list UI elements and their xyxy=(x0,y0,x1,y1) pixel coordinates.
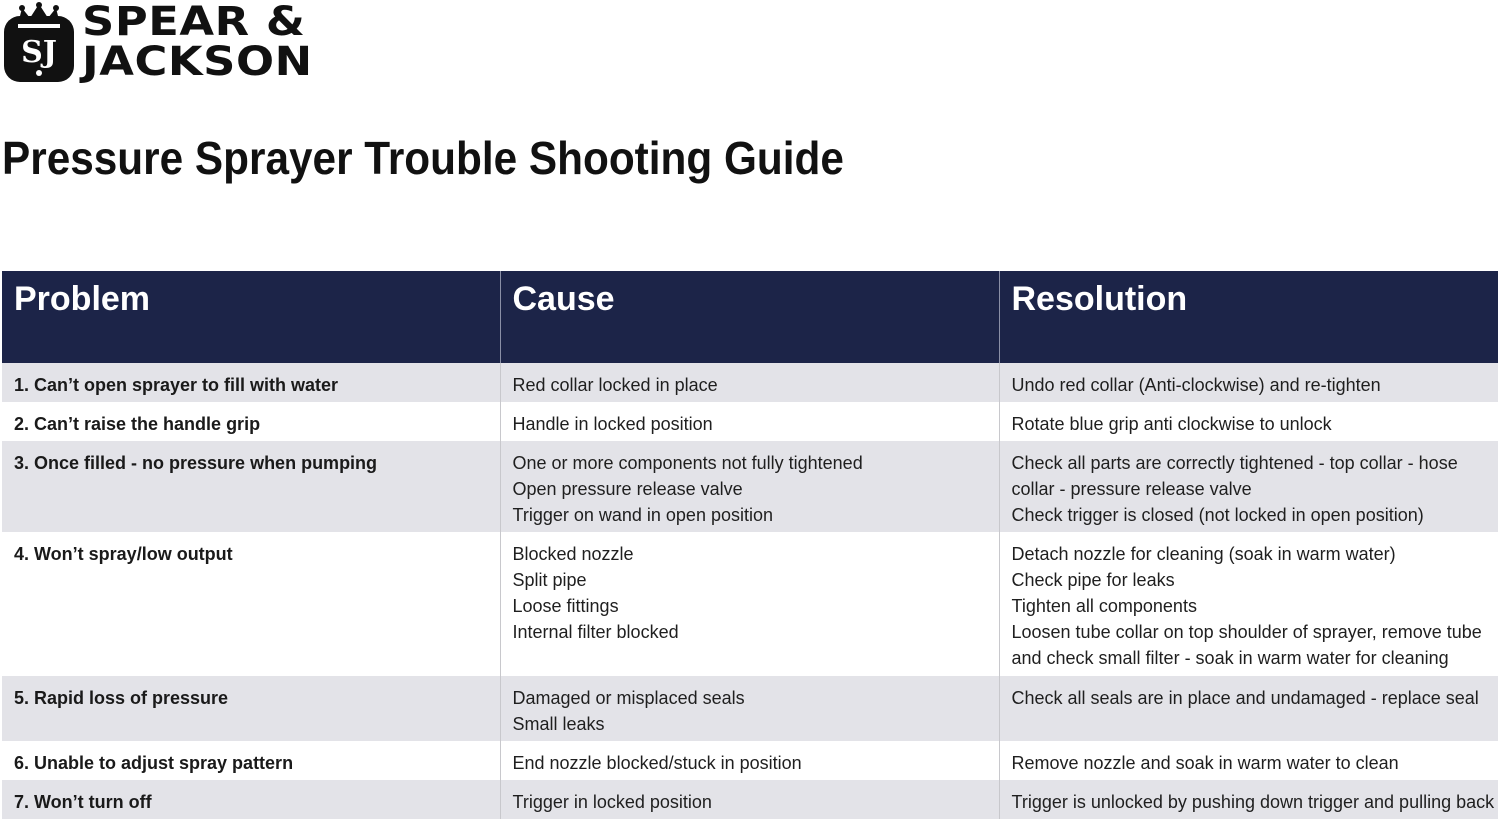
cause-cell xyxy=(500,780,999,819)
cause-cell xyxy=(500,741,999,780)
problem-cell: 3. Once filled - no pressure when pumping xyxy=(2,441,500,532)
resolution-line: Undo red collar (Anti-clockwise) and re-tighten xyxy=(1011,375,1381,395)
header-resolution: Resolution xyxy=(999,271,1498,363)
problem-cell: 5. Rapid loss of pressure xyxy=(2,676,500,741)
resolution-line: Tighten all components xyxy=(1011,596,1197,616)
cause-cell xyxy=(500,676,999,741)
crown-shield-icon xyxy=(2,2,76,84)
resolution-cell xyxy=(999,676,1498,741)
cause-line: End nozzle blocked/stuck in position xyxy=(512,753,802,773)
badge-letters: SJ xyxy=(21,35,57,70)
resolution-line: Check all parts are correctly tightened - top collar - hose collar - pressure release valve xyxy=(1011,453,1458,499)
resolution-cell xyxy=(999,780,1498,819)
problem-cell: 2. Can’t raise the handle grip xyxy=(2,402,500,441)
resolution-cell xyxy=(999,363,1498,402)
problem-cell: 7. Won’t turn off xyxy=(2,780,500,819)
resolution-cell xyxy=(999,532,1498,676)
cause-line: Red collar locked in place xyxy=(512,375,718,395)
resolution-line: Rotate blue grip anti clockwise to unlock xyxy=(1011,414,1332,434)
cause-line: Internal filter blocked xyxy=(512,622,679,642)
cause-cell xyxy=(500,402,999,441)
page-title: Pressure Sprayer Trouble Shooting Guide xyxy=(2,132,844,184)
cause-line: Open pressure release valve xyxy=(512,479,743,499)
table-row xyxy=(2,441,1498,532)
table-row xyxy=(2,532,1498,676)
table-row xyxy=(2,741,1498,780)
cause-cell xyxy=(500,363,999,402)
cause-line: Split pipe xyxy=(512,570,587,590)
resolution-line: Loosen tube collar on top shoulder of sprayer, remove tube and check small filter - soak in warm water for cleaning xyxy=(1011,622,1482,668)
cause-line: Blocked nozzle xyxy=(512,544,634,564)
cause-line: One or more components not fully tightened xyxy=(512,453,863,473)
resolution-cell xyxy=(999,441,1498,532)
resolution-line: Check all seals are in place and undamaged - replace seal xyxy=(1011,688,1479,708)
brand-name-line1: SPEAR & xyxy=(82,0,306,45)
problem-cell: 4. Won’t spray/low output xyxy=(2,532,500,676)
resolution-line: Detach nozzle for cleaning (soak in warm water) xyxy=(1011,544,1396,564)
cause-line: Handle in locked position xyxy=(512,414,713,434)
cause-line: Loose fittings xyxy=(512,596,619,616)
table-row xyxy=(2,780,1498,819)
cause-line: Damaged or misplaced seals xyxy=(512,688,745,708)
resolution-line: Check pipe for leaks xyxy=(1011,570,1175,590)
cause-line: Trigger in locked position xyxy=(512,792,712,812)
resolution-line: Trigger is unlocked by pushing down trigger and pulling back xyxy=(1011,792,1495,812)
problem-cell: 6. Unable to adjust spray pattern xyxy=(2,741,500,780)
table-row xyxy=(2,676,1498,741)
problem-cell: 1. Can’t open sprayer to fill with water xyxy=(2,363,500,402)
cause-line: Small leaks xyxy=(512,714,605,734)
resolution-line: Remove nozzle and soak in warm water to clean xyxy=(1011,753,1399,773)
resolution-cell xyxy=(999,741,1498,780)
header-cause: Cause xyxy=(500,271,999,363)
troubleshooting-table xyxy=(2,271,1498,819)
resolution-cell xyxy=(999,402,1498,441)
table-row xyxy=(2,363,1498,402)
brand-name-line2: JACKSON xyxy=(82,39,313,85)
cause-cell xyxy=(500,532,999,676)
cause-cell xyxy=(500,441,999,532)
brand-name xyxy=(82,0,313,85)
cause-line: Trigger on wand in open position xyxy=(512,505,773,525)
header-problem: Problem xyxy=(2,271,500,363)
brand-logo xyxy=(2,0,313,85)
table-row xyxy=(2,402,1498,441)
table-header-row xyxy=(2,271,1498,363)
resolution-line: Check trigger is closed (not locked in open position) xyxy=(1011,505,1424,525)
